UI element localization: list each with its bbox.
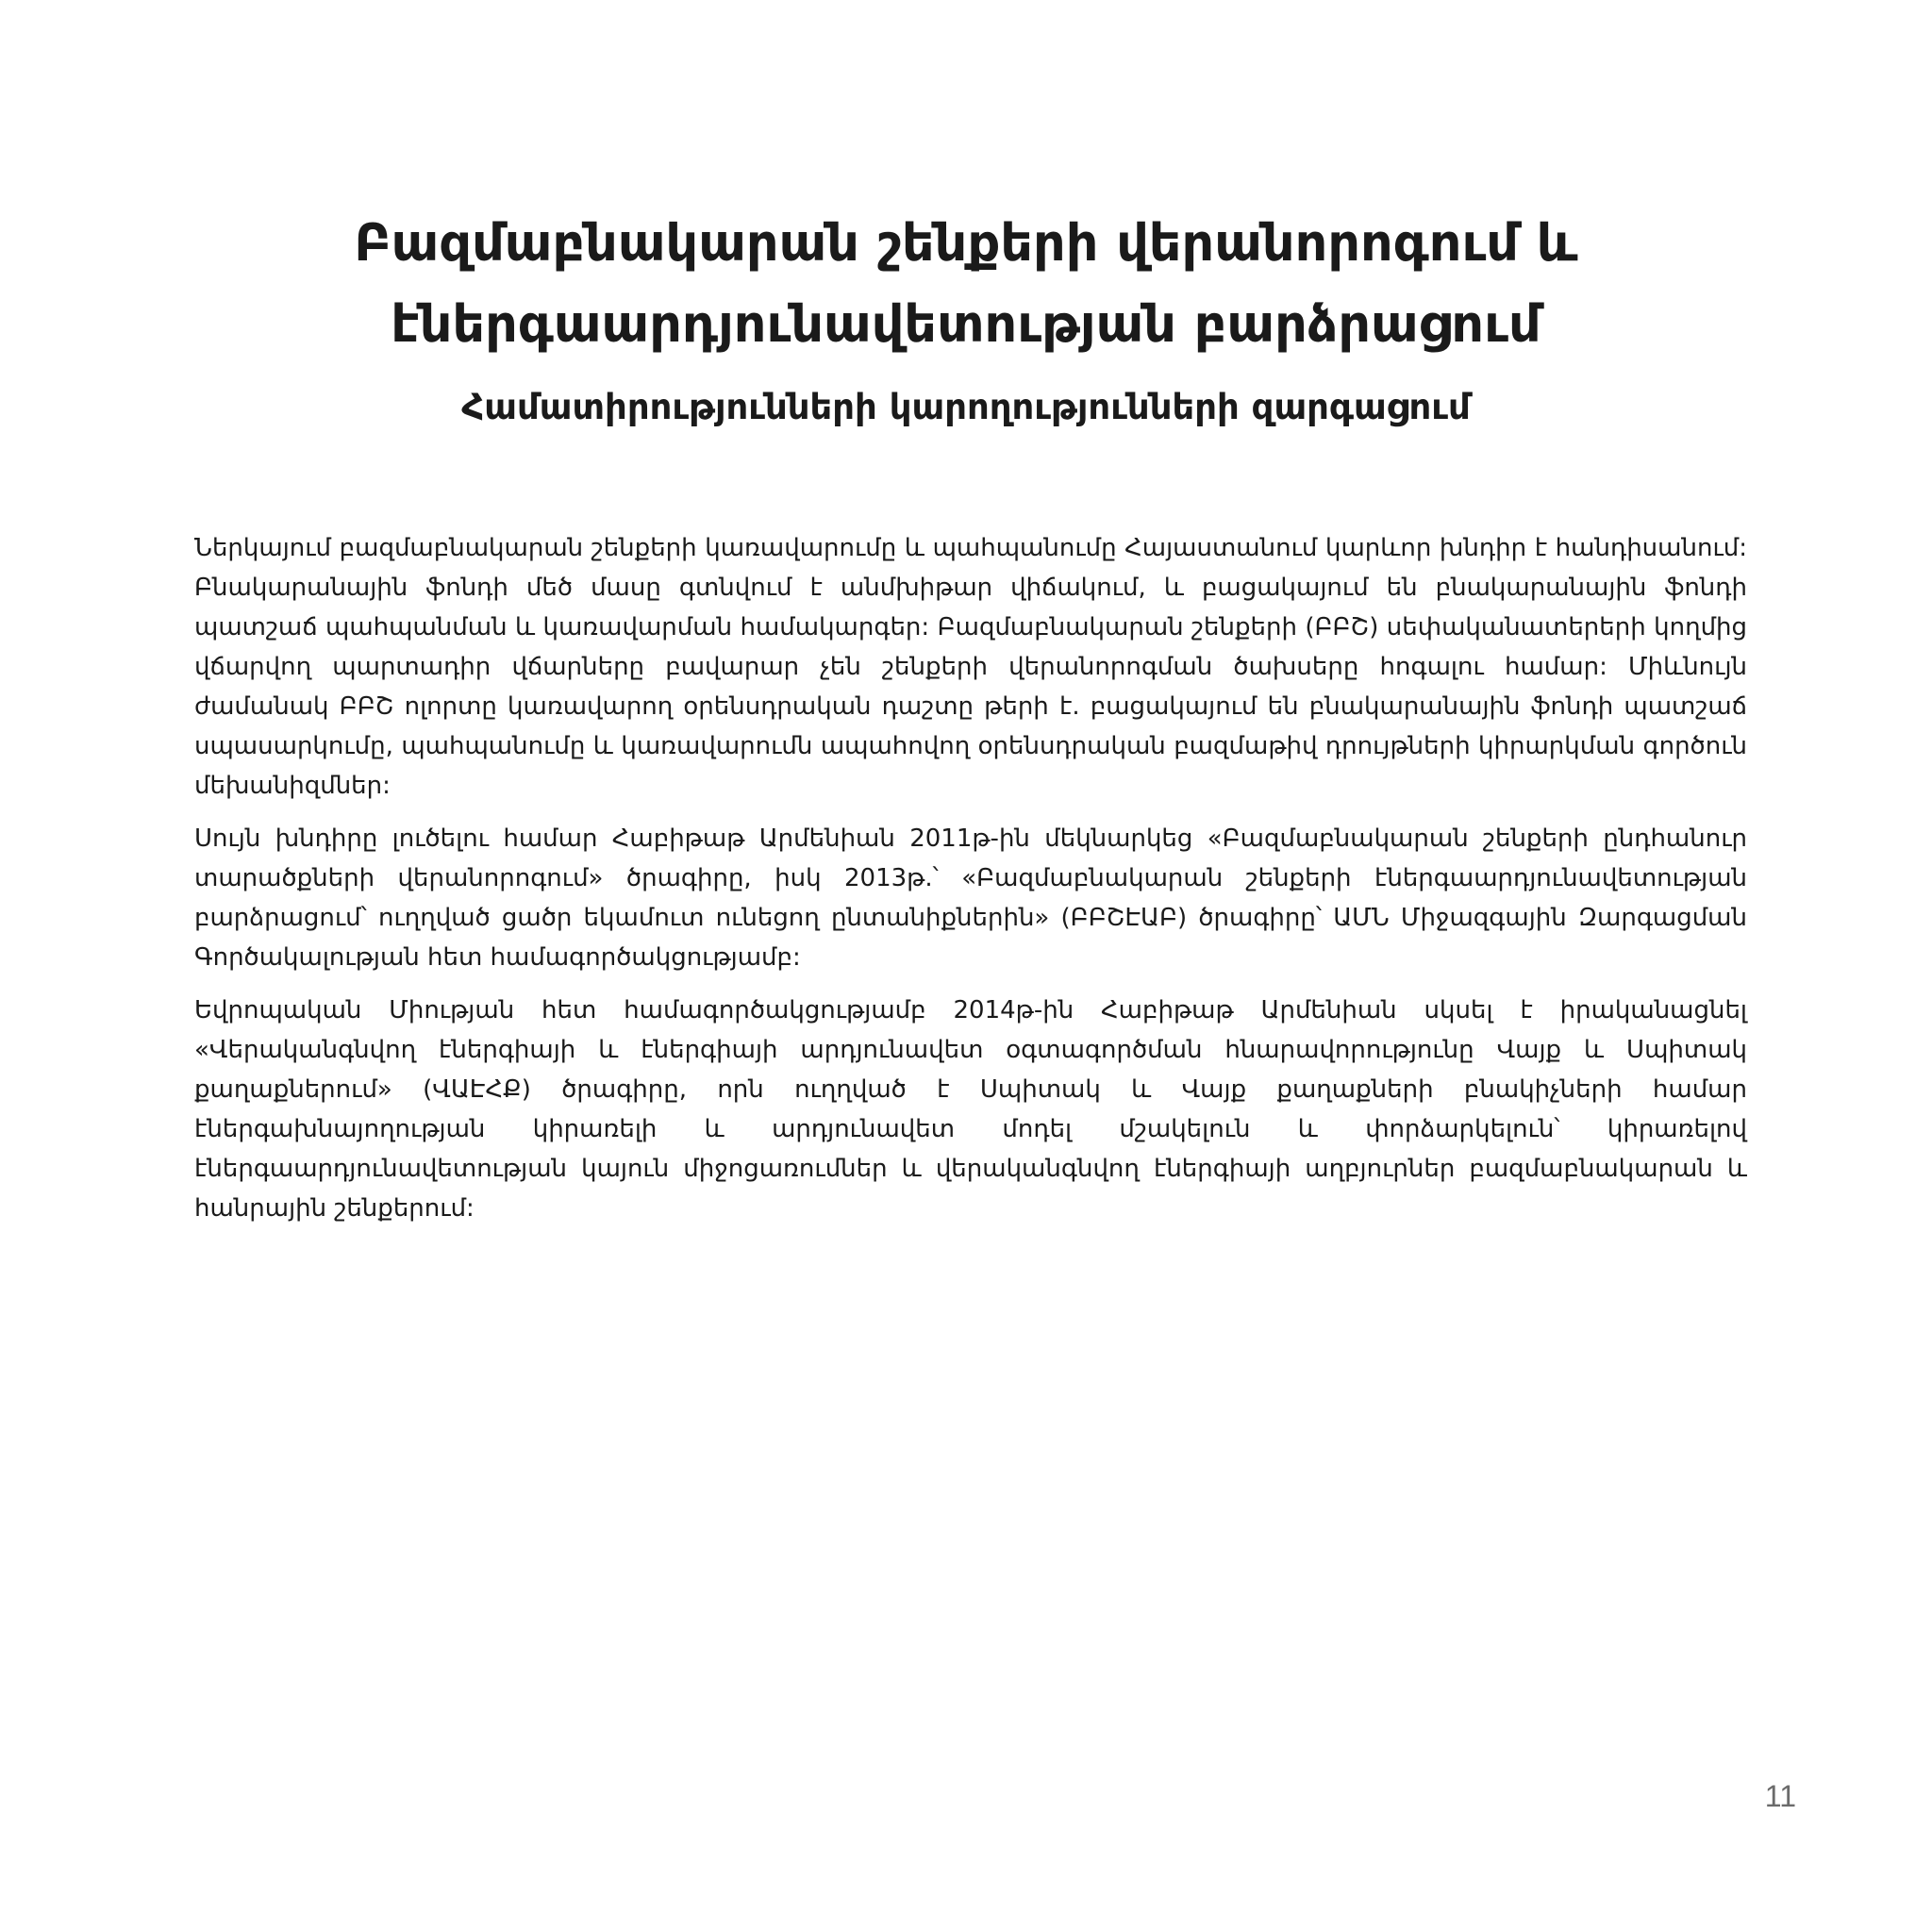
page-subtitle: Համատիրությունների կարողությունների զարգացում: [461, 387, 1471, 427]
page-title-line-1: Բազմաբնակարան շենքերի վերանորոգում և: [354, 213, 1578, 273]
paragraph-3: Եվրոպական Միության հետ համագործակցությամբ 2014թ-ին Հաբիթաթ Արմենիան սկսել է իրականացնել «Վերականգնվող էներգիայի և էներգիայի արդյունավետ օգտագործման հնարավորությունը Վայք և Սպիտակ քաղաքներում» (ՎԱԷՀՔ) ծրագիրը, որն ուղղված է Սպիտակ և Վայք քաղաքների բնակիչների համար էներգախնայողության կիրառելի և արդյունավետ մոդել մշակելուն և փորձարկելուն՝ կիրառելով էներգաարդյունավետության կայուն միջոցառումներ և վերականգնվող էներգիայի աղբյուրներ բազմաբնակարան և հանրային շենքերում:: [194, 996, 1747, 1223]
body-text: [194, 528, 1747, 1241]
page-title: [0, 203, 1932, 365]
page-title-line-2: էներգաարդյունավետության բարձրացում: [391, 294, 1541, 354]
paragraph-2: Սույն խնդիրը լուծելու համար Հաբիթաթ Արմենիան 2011թ-ին մեկնարկեց «Բազմաբնակարան շենքերի ընդհանուր տարածքների վերանորոգում» ծրագիրը, իսկ 2013թ.՝ «Բազմաբնակարան շենքերի էներգաարդյունավետության բարձրացում՝ ուղղված ցածր եկամուտ ունեցող ընտանիքներին» (ԲԲՇԷԱԲ) ծրագիրը՝ ԱՄՆ Միջազգային Զարգացման Գործակալության հետ համագործակցությամբ:: [194, 824, 1747, 972]
page-number: 11: [1764, 1779, 1796, 1813]
paragraph-1: Ներկայում բազմաբնակարան շենքերի կառավարումը և պահպանումը Հայաստանում կարևոր խնդիր է հանդիսանում: Բնակարանային ֆոնդի մեծ մասը գտնվում է անմխիթար վիճակում, և բացակայում են բնակարանային ֆոնդի պատշաճ պահպանման և կառավարման համակարգեր: Բազմաբնակարան շենքերի (ԲԲՇ) սեփականատերերի կողմից վճարվող պարտադիր վճարները բավարար չեն շենքերի վերանորոգման ծախսերը հոգալու համար: Միևնույն ժամանակ ԲԲՇ ոլորտը կառավարող օրենսդրական դաշտը թերի է. բացակայում են բնակարանային ֆոնդի պատշաճ սպասարկումը, պահպանումը և կառավարումն ապահովող օրենսդրական բազմաթիվ դրույթների կիրարկման գործուն մեխանիզմներ:: [194, 534, 1747, 800]
